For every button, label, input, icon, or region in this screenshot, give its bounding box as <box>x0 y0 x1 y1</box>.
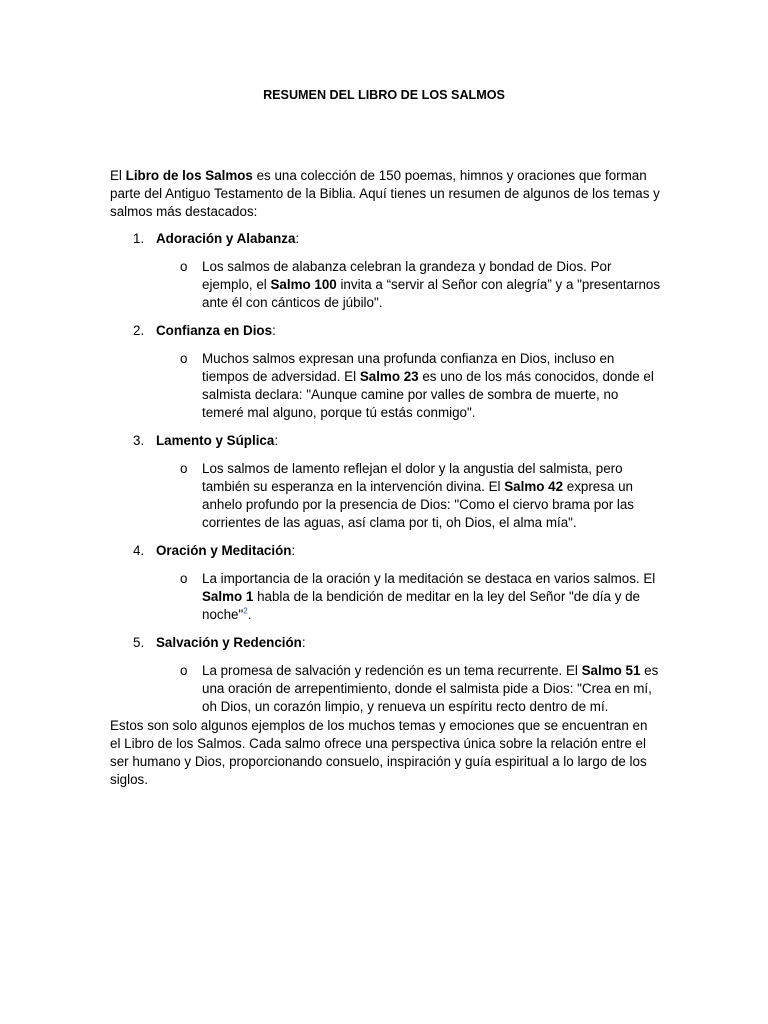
topic-text-start: Los salmos de lamento reflejan el dolor y la angustia del salmista, pero también su esperanza en la intervención divina. El <box>202 461 623 494</box>
topic-title: Salvación y Redención <box>156 635 302 650</box>
psalm-reference: Salmo 51 <box>581 663 641 678</box>
topic-colon: : <box>291 543 296 558</box>
intro-text-start: El <box>110 168 126 183</box>
topic-heading <box>110 542 670 560</box>
psalm-reference: Salmo 1 <box>202 589 254 604</box>
topic-bullet-paragraph <box>180 350 662 422</box>
intro-text-end: es una colección de 150 poemas, himnos y oraciones que forman parte del Antiguo Testamento de la Biblia. Aquí tienes un resumen de algunos de los temas y salmos más destacados: <box>110 168 660 219</box>
topic-colon: : <box>272 323 276 338</box>
bullet-marker: o <box>180 259 188 274</box>
topic-heading <box>110 230 670 248</box>
topic-text-start: Muchos salmos expresan una profunda confianza en Dios, incluso en tiempos de adversidad. El <box>202 351 615 384</box>
topic-colon: : <box>295 231 300 246</box>
topic-number: 2. <box>133 323 145 338</box>
psalm-reference: Salmo 23 <box>359 369 419 384</box>
topic-number: 1. <box>133 231 145 246</box>
psalm-reference: Salmo 42 <box>504 479 564 494</box>
topic-text-tail: . <box>247 607 252 622</box>
bullet-marker: o <box>180 461 188 476</box>
topic-text-end: expresa un anhelo profundo por la presencia de Dios: "Como el ciervo brama por las corrientes de las aguas, así clama por ti, oh Dios, el alma mía". <box>202 479 634 530</box>
topic-item <box>110 322 670 422</box>
closing-paragraph: Estos son solo algunos ejemplos de los muchos temas y emociones que se encuentran en el Libro de los Salmos. Cada salmo ofrece una perspectiva única sobre la relación entre el ser humano y Dios, proporcionando consuelo, inspiración y guía espiritual a lo largo de los siglos. <box>110 718 648 787</box>
topic-number: 3. <box>133 433 145 448</box>
topic-item <box>110 542 670 624</box>
bullet-marker: o <box>180 571 188 586</box>
topic-text-start: La promesa de salvación y redención es un tema recurrente. El <box>202 663 582 678</box>
topic-bullet-paragraph <box>180 258 662 312</box>
psalm-reference: Salmo 100 <box>270 277 337 292</box>
topic-title: Confianza en Dios <box>156 323 273 338</box>
topic-item <box>110 230 670 312</box>
intro-paragraph <box>110 167 670 221</box>
intro-bold-book: Libro de los Salmos <box>125 168 253 183</box>
topic-text-start: La importancia de la oración y la meditación se destaca en varios salmos. El <box>202 571 656 586</box>
topic-text-end: es uno de los más conocidos, donde el salmista declara: "Aunque camine por valles de sombra de muerte, no temeré mal alguno, porque tú estás conmigo". <box>202 369 654 420</box>
document-title: RESUMEN DEL LIBRO DE LOS SALMOS <box>263 88 505 102</box>
topic-title: Lamento y Súplica <box>156 433 275 448</box>
topic-number: 5. <box>133 635 145 650</box>
topic-heading <box>110 432 670 450</box>
topic-text-start: Los salmos de alabanza celebran la grandeza y bondad de Dios. Por ejemplo, el <box>202 259 612 292</box>
topic-number: 4. <box>133 543 145 558</box>
topic-bullet-paragraph <box>180 570 662 624</box>
topic-item <box>110 432 670 532</box>
topic-heading <box>110 634 670 652</box>
bullet-marker: o <box>180 351 188 366</box>
topic-text-end: es una oración de arrepentimiento, donde el salmista pide a Dios: "Crea en mí, oh Dios, un corazón limpio, y renueva un espíritu recto dentro de mí. <box>202 663 659 714</box>
topic-colon: : <box>301 635 306 650</box>
topic-text-end: habla de la bendición de meditar en la ley del Señor "de día y de noche" <box>202 589 641 622</box>
topic-title: Adoración y Alabanza <box>156 231 296 246</box>
topic-heading <box>110 322 670 340</box>
topic-item <box>110 634 670 716</box>
bullet-marker: o <box>180 663 188 678</box>
topic-bullet-paragraph <box>180 460 662 532</box>
topic-bullet-paragraph <box>180 662 662 716</box>
topic-text-end: invita a “servir al Señor con alegría” y a "presentarnos ante él con cánticos de júbilo". <box>202 277 661 310</box>
footnote-link[interactable]: 2 <box>243 606 248 616</box>
topic-colon: : <box>274 433 279 448</box>
topics-list <box>110 230 670 726</box>
topic-title: Oración y Meditación <box>156 543 292 558</box>
